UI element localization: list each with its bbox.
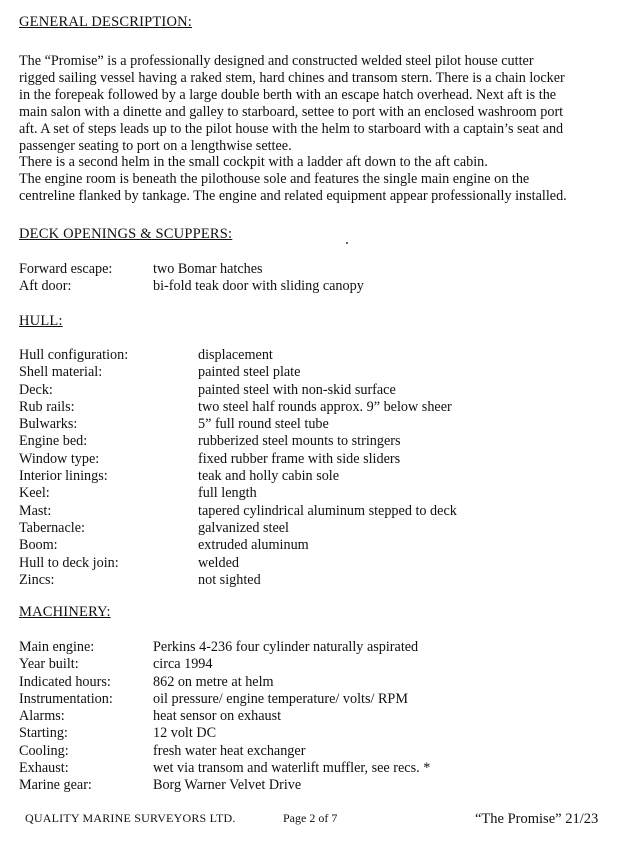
spec-label: Engine bed:: [19, 433, 88, 450]
general-description-paragraph: [19, 53, 611, 205]
spec-row: [19, 416, 611, 433]
spec-label: Year built:: [19, 656, 79, 673]
spec-row: [19, 468, 611, 485]
spec-label: Shell material:: [19, 364, 103, 381]
spec-label: Interior linings:: [19, 468, 108, 485]
spec-value: two Bomar hatches: [153, 261, 263, 277]
spec-label: Bulwarks:: [19, 416, 78, 433]
paragraph-line: passenger seating to port on a lengthwise settee.: [19, 137, 292, 154]
spec-value: bi-fold teak door with sliding canopy: [153, 278, 364, 295]
spec-label: Mast:: [19, 502, 52, 519]
spec-label: Starting:: [19, 725, 68, 742]
spec-label: Main engine:: [19, 639, 95, 655]
spec-value: extruded aluminum: [198, 537, 309, 554]
spec-value: 862 on metre at helm: [153, 673, 274, 690]
spec-value: wet via transom and waterlift muffler, see recs. *: [153, 760, 431, 777]
footer-company-name: QUALITY MARINE SURVEYORS LTD.: [25, 811, 236, 825]
spec-label: Cooling:: [19, 742, 69, 759]
spec-label: Forward escape:: [19, 261, 113, 277]
spec-row: [19, 433, 611, 450]
hull-heading: HULL:: [19, 313, 63, 329]
spec-row: [19, 537, 611, 554]
machinery-spec-list: [19, 639, 611, 795]
spec-value: tapered cylindrical aluminum stepped to deck: [198, 502, 457, 519]
spec-label: Boom:: [19, 537, 58, 554]
paragraph-line: The engine room is beneath the pilothouse sole and features the single main engine on the: [19, 171, 530, 188]
spec-value: heat sensor on exhaust: [153, 708, 282, 725]
spec-value: displacement: [198, 347, 273, 363]
spec-label: Alarms:: [19, 708, 65, 725]
spec-row: [19, 364, 611, 381]
spec-row: [19, 691, 611, 708]
spec-value: teak and holly cabin sole: [198, 468, 340, 485]
spec-label: Tabernacle:: [19, 519, 85, 536]
hull-spec-list: [19, 347, 611, 589]
spec-label: Exhaust:: [19, 760, 69, 777]
spec-row: [19, 777, 611, 794]
spec-row: [19, 451, 611, 468]
spec-row: [19, 725, 611, 742]
spec-row: [19, 760, 611, 777]
spec-value: rubberized steel mounts to stringers: [198, 433, 401, 450]
deck-openings-heading: DECK OPENINGS & SCUPPERS:: [19, 226, 233, 242]
spec-row: [19, 347, 611, 364]
deck-openings-list: [19, 261, 611, 296]
spec-row: [19, 485, 611, 502]
paragraph-line: aft. A set of steps leads up to the pilot house with the helm to starboard with a captain’s seat and: [19, 120, 564, 137]
spec-value: circa 1994: [153, 656, 213, 673]
spec-label: Keel:: [19, 485, 50, 502]
spec-label: Hull configuration:: [19, 347, 129, 363]
spec-label: Zincs:: [19, 571, 55, 588]
paragraph-line: main salon with a dinette and galley to starboard, settee to port with an enclosed washroom port: [19, 103, 564, 120]
spec-label: Hull to deck join:: [19, 554, 119, 571]
spec-value: oil pressure/ engine temperature/ volts/ RPM: [153, 690, 408, 707]
spec-label: Deck:: [19, 381, 53, 398]
spec-row: [19, 555, 611, 572]
spec-label: Rub rails:: [19, 398, 75, 415]
spec-row: [19, 656, 611, 673]
machinery-heading: MACHINERY:: [19, 604, 111, 620]
spec-value: 12 volt DC: [153, 725, 217, 742]
spec-value: Perkins 4-236 four cylinder naturally aspirated: [153, 639, 419, 655]
spec-row: [19, 708, 611, 725]
spec-label: Instrumentation:: [19, 690, 113, 707]
spec-label: Aft door:: [19, 278, 72, 295]
spec-row: [19, 261, 611, 278]
paragraph-line: rigged sailing vessel having a raked stem, hard chines and transom stern. There is a chain locker: [19, 69, 565, 86]
scan-speck: [346, 242, 348, 244]
footer-document-title: “The Promise” 21/23: [475, 811, 599, 827]
spec-row: [19, 572, 611, 589]
paragraph-line: centreline flanked by tankage. The engine and related equipment appear professionally installed.: [19, 188, 567, 205]
spec-label: Window type:: [19, 450, 100, 467]
spec-row: [19, 743, 611, 760]
spec-value: fresh water heat exchanger: [153, 742, 306, 759]
spec-value: painted steel plate: [198, 364, 301, 381]
spec-value: welded: [198, 554, 239, 571]
spec-row: [19, 503, 611, 520]
spec-row: [19, 278, 611, 295]
paragraph-line: There is a second helm in the small cockpit with a ladder aft down to the aft cabin.: [19, 154, 488, 171]
spec-value: two steel half rounds approx. 9” below sheer: [198, 398, 452, 415]
spec-value: painted steel with non-skid surface: [198, 381, 396, 398]
footer-page-number: Page 2 of 7: [283, 811, 338, 825]
spec-value: fixed rubber frame with side sliders: [198, 450, 401, 467]
general-description-heading: GENERAL DESCRIPTION:: [19, 14, 193, 30]
spec-row: [19, 382, 611, 399]
spec-value: 5” full round steel tube: [198, 416, 329, 433]
spec-row: [19, 639, 611, 656]
spec-row: [19, 674, 611, 691]
spec-row: [19, 520, 611, 537]
spec-value: full length: [198, 485, 257, 502]
spec-label: Indicated hours:: [19, 673, 111, 690]
paragraph-line: in the forepeak followed by a large double berth with an escape hatch overhead. Next aft is the: [19, 86, 557, 103]
spec-label: Marine gear:: [19, 777, 92, 794]
spec-row: [19, 399, 611, 416]
spec-value: galvanized steel: [198, 519, 289, 536]
paragraph-line: The “Promise” is a professionally designed and constructed welded steel pilot house cutter: [19, 53, 534, 69]
spec-value: not sighted: [198, 571, 261, 588]
spec-value: Borg Warner Velvet Drive: [153, 777, 302, 794]
